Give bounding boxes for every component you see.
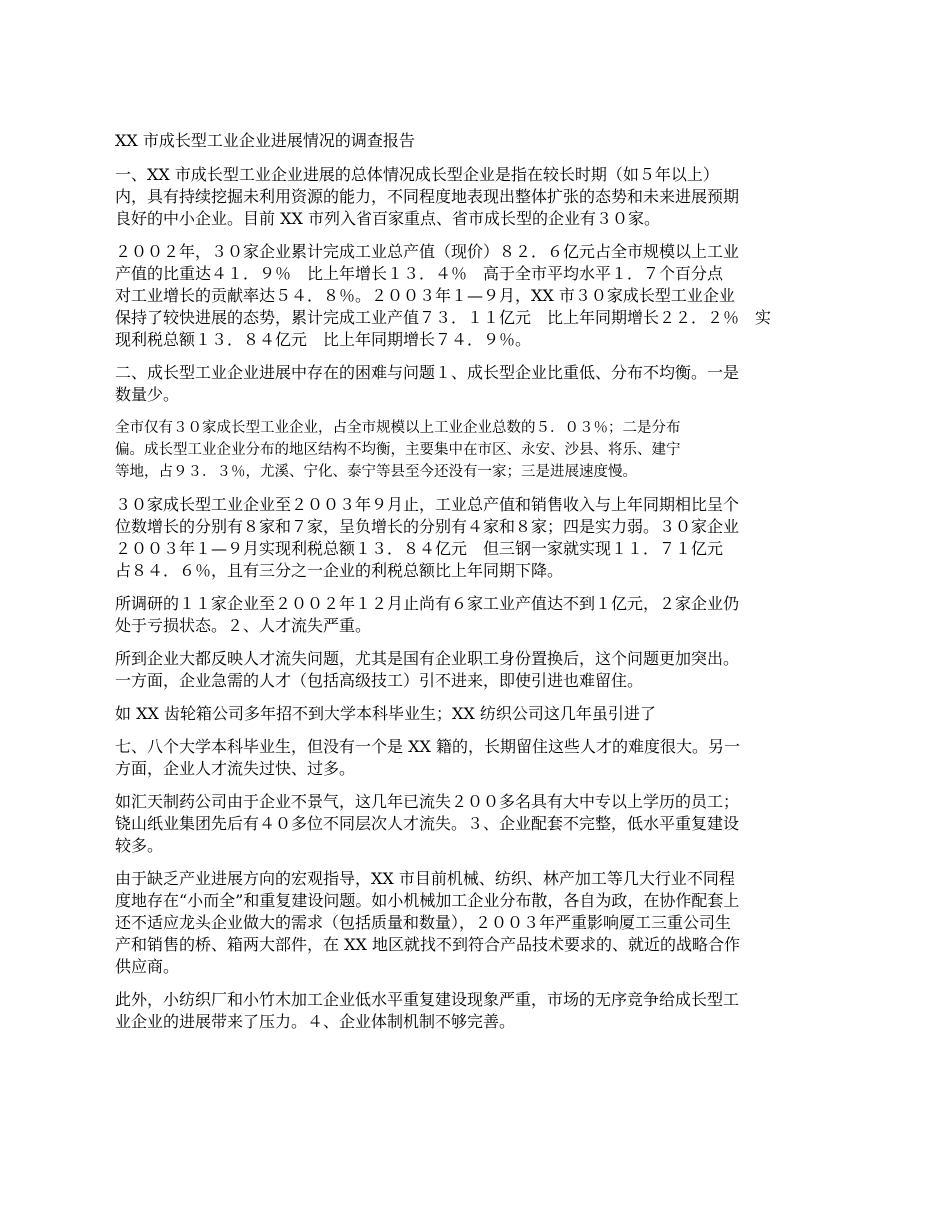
paragraph-line: ２００３年１—９月实现利税总额１３．８４亿元 但三钢一家就实现１１．７１亿元 [115, 539, 724, 558]
paragraph-line: 保持了较快进展的态势，累计完成工业产值７３．１１亿元 比上年同期增长２２．２％ 实 [115, 308, 772, 327]
paragraph-8 [115, 703, 875, 725]
paragraph-line: 由于缺乏产业进展方向的宏观指导，XX 市目前机械、纺织、林产加工等几大行业不同程 [115, 869, 735, 888]
paragraph-line: 全市仅有３０家成长型工业企业，占全市规模以上工业企业总数的５．０３％；二是分布 [115, 420, 681, 436]
paragraph-3 [115, 362, 875, 406]
paragraph-line: 对工业增长的贡献率达５４．８％。２００３年１—９月，XX 市３０家成长型工业企业 [115, 286, 735, 305]
paragraph-line: 现利税总额１３．８４亿元 比上年同期增长７４．９％。 [115, 330, 532, 349]
paragraph-line: 数量少。 [115, 385, 180, 404]
paragraph-line: ２００２年，３０家企业累计完成工业总产值（现价）８２．６亿元占全市规模以上工业 [115, 242, 740, 261]
paragraph-line: 还不适应龙头企业做大的需求（包括质量和数量），２００３年严重影响厦工三重公司生 [115, 913, 732, 932]
paragraph-line: 偏。成长型工业企业分布的地区结构不均衡，主要集中在市区、永安、沙县、将乐、建宁 [115, 442, 681, 458]
paragraph-line: 如 XX 齿轮箱公司多年招不到大学本科毕业生；XX 纺织公司这几年虽引进了 [115, 704, 656, 723]
paragraph-line: 较多。 [115, 836, 164, 855]
paragraph-line: 七、八个大学本科毕业生，但没有一个是 XX 籍的，长期留住这些人才的难度很大。另一 [115, 737, 740, 756]
paragraph-11 [115, 868, 875, 978]
paragraph-4 [115, 417, 875, 483]
paragraph-line: 等地，占９３．３％，尤溪、宁化、泰宁等县至今还没有一家；三是进展速度慢。 [115, 464, 637, 480]
paragraph-12 [115, 989, 875, 1033]
paragraph-line: 处于亏损状态。２、人才流失严重。 [115, 616, 372, 635]
document-title: XX 市成长型工业企业进展情况的调查报告 [115, 131, 415, 150]
paragraph-line: ３０家成长型工业企业至２００３年９月止，工业总产值和销售收入与上年同期相比呈个 [115, 495, 740, 514]
paragraph-5 [115, 494, 875, 582]
paragraph-line: 二、成长型工业企业进展中存在的困难与问题１、成长型企业比重低、分布不均衡。一是 [115, 363, 740, 382]
paragraph-6 [115, 593, 875, 637]
paragraph-line: 一方面，企业急需的人才（包括高级技工）引不进来，即使引进也难留住。 [115, 671, 644, 690]
paragraph-1 [115, 164, 875, 230]
paragraph-2 [115, 241, 875, 351]
paragraph-10 [115, 791, 875, 857]
paragraph-line: 度地存在“小而全”和重复建设问题。如小机械加工企业分布散，各自为政，在协作配套上 [115, 891, 740, 910]
paragraph-line: 此外，小纺织厂和小竹木加工企业低水平重复建设现象严重，市场的无序竞争给成长型工 [115, 990, 740, 1009]
paragraph-line: 供应商。 [115, 957, 180, 976]
paragraph-line: 所到企业大都反映人才流失问题，尤其是国有企业职工身份置换后，这个问题更加突出。 [115, 649, 740, 668]
paragraph-line: 铙山纸业集团先后有４０多位不同层次人才流失。３、企业配套不完整，低水平重复建设 [115, 814, 740, 833]
paragraph-line: 产值的比重达４１．９％ 比上年增长１３．４％ 高于全市平均水平１．７个百分点 [115, 264, 724, 283]
paragraph-line: 方面，企业人才流失过快、过多。 [115, 759, 356, 778]
paragraph-9 [115, 736, 875, 780]
paragraph-line: 所调研的１１家企业至２００２年１２月止尚有６家工业产值达不到１亿元，２家企业仍 [115, 594, 740, 613]
paragraph-line: 产和销售的桥、箱两大部件，在 XX 地区就找不到符合产品技术要求的、就近的战略合作 [115, 935, 740, 954]
paragraph-7 [115, 648, 875, 692]
paragraph-line: 内，具有持续挖掘未利用资源的能力，不同程度地表现出整体扩张的态势和未来进展预期 [115, 187, 740, 206]
paragraph-line: 位数增长的分别有８家和７家，呈负增长的分别有４家和８家；四是实力弱。３０家企业 [115, 517, 740, 536]
paragraph-line: 一、XX 市成长型工业企业进展的总体情况成长型企业是指在较长时期（如５年以上） [115, 165, 719, 184]
paragraph-line: 良好的中小企业。目前 XX 市列入省百家重点、省市成长型的企业有３０家。 [115, 209, 660, 228]
document-page [115, 130, 875, 1044]
paragraph-line: 业企业的进展带来了压力。４、企业体制机制不够完善。 [115, 1012, 516, 1031]
paragraph-line: 如汇天制药公司由于企业不景气，这几年已流失２００多名具有大中专以上学历的员工； [115, 792, 740, 811]
paragraph-line: 占８４．６％，且有三分之一企业的利税总额比上年同期下降。 [115, 561, 564, 580]
